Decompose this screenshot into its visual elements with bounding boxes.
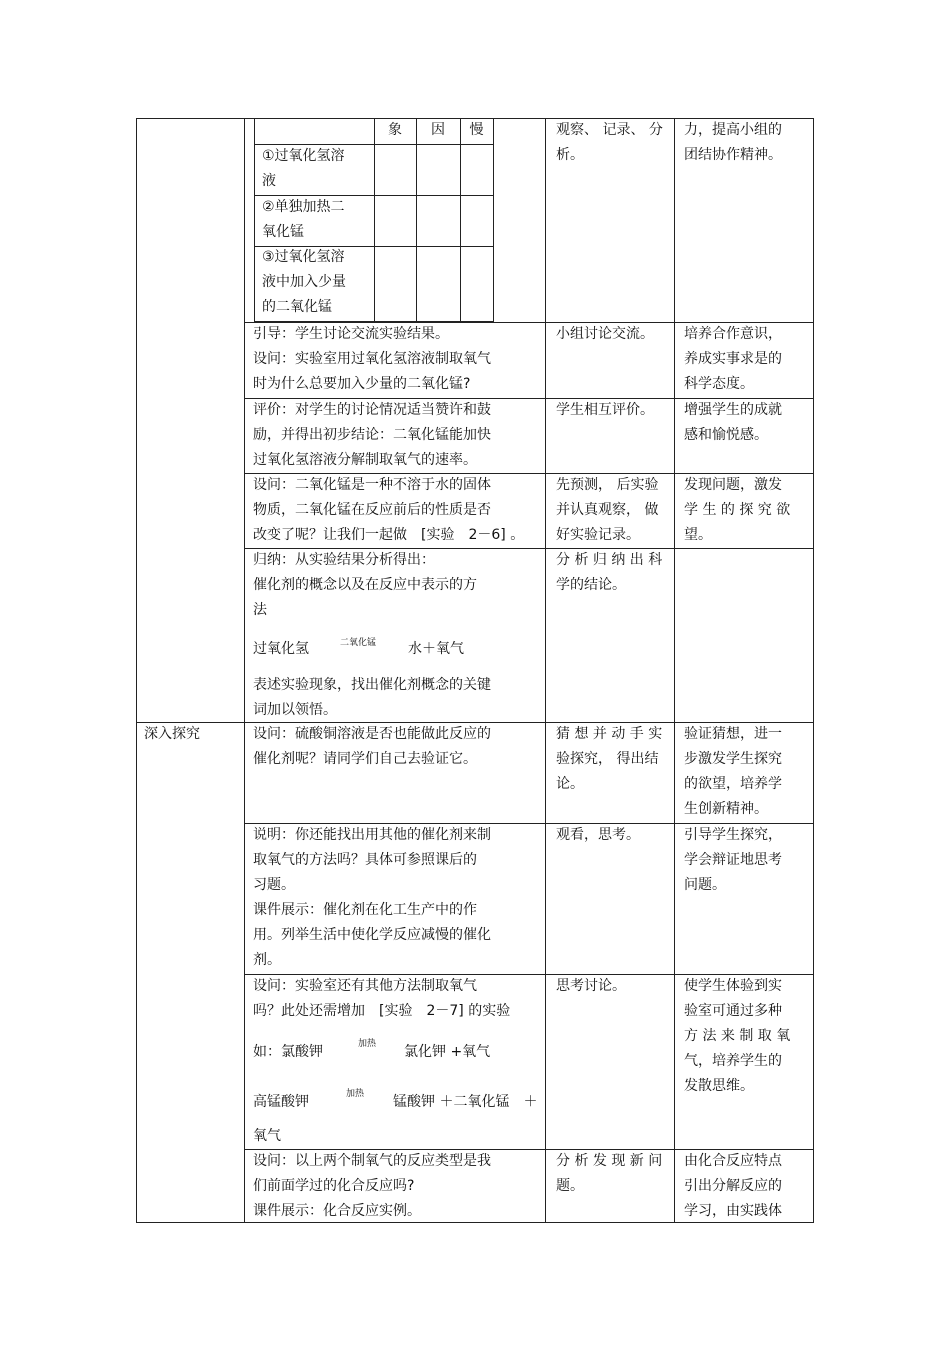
student-activity: 先预测， 后实验 并认真观察， 做 好实验记录。 — [556, 477, 659, 543]
student-activity: 学生相互评价。 — [556, 402, 654, 418]
equation-products: 氯化钾 +氧气 — [404, 1044, 491, 1060]
teacher-activity: 设问：实验室还有其他方法制取氧气 吗？此处还需增加 [实验 2－7] 的实验 — [253, 978, 511, 1019]
design-intent: 验证猜想，进一 步激发学生探究 的欲望，培养学 生创新精神。 — [684, 726, 782, 817]
equation-condition: 加热 — [346, 1089, 365, 1099]
design-intent: 力，提高小组的 团结协作精神。 — [684, 122, 782, 163]
teacher-activity: 设问：二氧化锰是一种不溶于水的固体 物质，二氧化锰在反应前后的性质是否 改变了呢？让我们一起做 [实验 2－6] 。 — [253, 477, 525, 543]
table-divider-teacher — [545, 118, 546, 1223]
equation-condition: 加热 — [358, 1039, 377, 1049]
inner-divider — [460, 118, 461, 322]
student-activity: 观察、 记录、 分 析。 — [556, 122, 663, 163]
student-activity: 分 析 归 纳 出 科 学的结论。 — [556, 552, 663, 593]
teacher-activity: 归纳：从实验结果分析得出： 催化剂的概念以及在反应中表示的方 法 — [253, 552, 477, 618]
equation-products: 锰酸钾 ＋二氧化锰 ＋ — [393, 1094, 538, 1110]
inner-row-label: ②单独加热二 氧化锰 — [262, 199, 345, 240]
equation-reactant: 高锰酸钾 — [253, 1094, 309, 1110]
inner-divider — [374, 118, 375, 322]
inner-row-label: ①过氧化氢溶 液 — [262, 148, 345, 189]
equation-condition: 二氧化锰 — [340, 638, 377, 648]
student-activity: 思考讨论。 — [556, 978, 626, 994]
equation-reactant: 过氧化氢 — [253, 641, 309, 657]
inner-border-left — [254, 118, 255, 322]
teacher-activity: 引导：学生讨论交流实验结果。 设问：实验室用过氧化氢溶液制取氧气 时为什么总要加入少量的二氧化锰? — [253, 326, 491, 392]
inner-row-label: ③过氧化氢溶 液中加入少量 的二氧化锰 — [262, 249, 346, 315]
table-divider-stage — [244, 118, 245, 1223]
table-border-right — [813, 118, 814, 1223]
design-intent: 增强学生的成就 感和愉悦感。 — [684, 402, 782, 443]
equation-products: 水＋氧气 — [408, 641, 464, 657]
design-intent: 使学生体验到实 验室可通过多种 方 法 来 制 取 氧 气，培养学生的 发散思维。 — [684, 978, 791, 1094]
inner-header: 慢 — [469, 122, 484, 138]
inner-border-right — [493, 118, 494, 322]
stage-label: 深入探究 — [144, 726, 200, 742]
student-activity: 猜 想 并 动 手 实 验探究， 得出结 论。 — [556, 726, 663, 792]
teacher-activity: 设问：硫酸铜溶液是否也能做此反应的 催化剂呢？请同学们自己去验证它。 — [253, 726, 491, 767]
design-intent: 发现问题，激发 学 生 的 探 究 欲 望。 — [684, 477, 791, 543]
equation-reactant: 如：氯酸钾 — [253, 1044, 323, 1060]
inner-header: 象 — [388, 122, 402, 138]
design-intent: 由化合反应特点 引出分解反应的 学习，由实践体 — [684, 1153, 782, 1219]
student-activity: 小组讨论交流。 — [556, 326, 654, 342]
teacher-activity: 表述实验现象，找出催化剂概念的关键 词加以领悟。 — [253, 677, 491, 718]
student-activity: 观看，思考。 — [556, 827, 640, 843]
teacher-activity: 设问：以上两个制氧气的反应类型是我 们前面学过的化合反应吗? 课件展示：化合反应实例。 — [253, 1153, 491, 1219]
equation-products-tail: 氧气 — [253, 1128, 281, 1144]
design-intent: 引导学生探究， 学会辩证地思考 问题。 — [684, 827, 782, 893]
inner-header: 因 — [431, 122, 445, 138]
student-activity: 分 析 发 现 新 问 题。 — [556, 1153, 663, 1194]
inner-divider — [416, 118, 417, 322]
design-intent: 培养合作意识， 养成实事求是的 科学态度。 — [684, 326, 782, 392]
teacher-activity: 评价：对学生的讨论情况适当赞许和鼓 励，并得出初步结论：二氧化锰能加快 过氧化氢溶液分解制取氧气的速率。 — [253, 402, 491, 468]
teacher-activity: 说明：你还能找出用其他的催化剂来制 取氧气的方法吗？具体可参照课后的 习题。 课件展示：催化剂在化工生产中的作 用。列举生活中使化学反应减慢的催化 剂。 — [253, 827, 491, 968]
table-divider-student — [674, 118, 675, 1223]
table-border-left — [136, 118, 137, 1223]
